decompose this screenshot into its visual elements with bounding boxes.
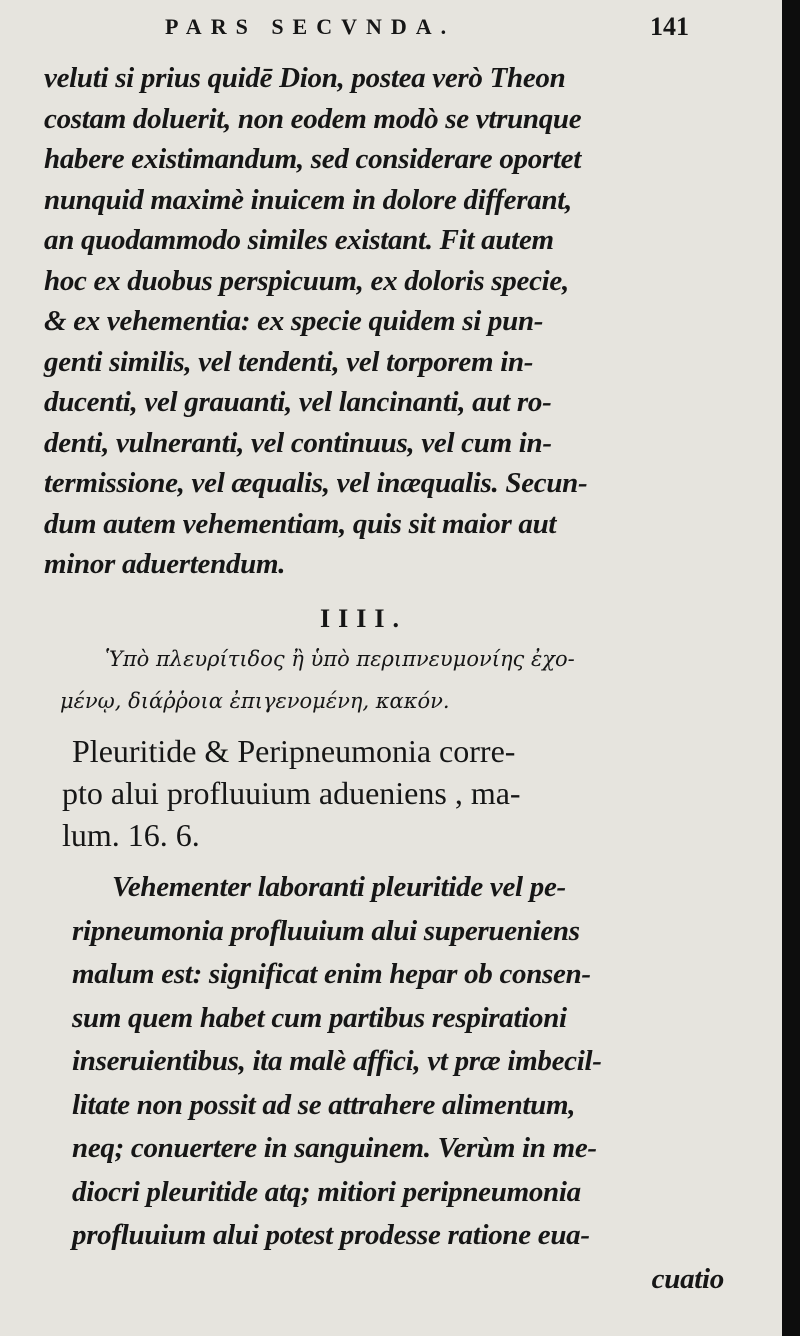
page-number: 141 xyxy=(650,12,689,41)
text-line: minor aduertendum. xyxy=(44,548,286,580)
text-line: genti similis, vel tendenti, vel torporem in- xyxy=(44,345,534,378)
text-line: dum autem vehementiam, quis sit maior aut xyxy=(44,507,557,540)
text-line: diocri pleuritide atq; mitiori peripneumonia xyxy=(72,1175,581,1208)
text-line: neq; conuertere in sanguinem. Verùm in me- xyxy=(72,1132,597,1164)
heading-line: pto alui profluuium adueniens , ma- xyxy=(62,775,521,811)
text-line: ripneumonia profluuium alui superueniens xyxy=(72,914,580,947)
heading-line: lum. 16. 6. xyxy=(62,817,200,853)
greek-line: Ὑπὸ πλευρίτιδος ἢ ὑπὸ περιπνευμονίης ἐχο- xyxy=(105,647,575,671)
text-line: costam doluerit, non eodem modò se vtrunque xyxy=(44,102,582,135)
text-line: malum est: significat enim hepar ob consen- xyxy=(72,958,591,990)
text-line: profluuium alui potest prodesse ratione eua- xyxy=(72,1219,590,1251)
text-line: termissione, vel æqualis, vel inæqualis. Secun- xyxy=(44,467,588,499)
text-line: nunquid maximè inuicem in dolore differant, xyxy=(44,183,572,216)
text-line: Vehementer laboranti pleuritide vel pe- xyxy=(112,871,566,903)
page-edge-shadow xyxy=(782,0,800,1336)
section-number: IIII. xyxy=(320,604,407,633)
greek-line: μένῳ, διάῤῥοια ἐπιγενομένη, κακόν. xyxy=(60,689,450,713)
latin-aphorism-heading xyxy=(62,730,722,856)
heading-line: Pleuritide & Peripneumonia corre- xyxy=(72,733,516,769)
text-line: ducenti, vel grauanti, vel lancinanti, aut ro- xyxy=(44,386,552,418)
text-line: hoc ex duobus perspicuum, ex doloris specie, xyxy=(44,264,569,297)
commentary-paragraph xyxy=(72,866,732,1301)
text-line: litate non possit ad se attrahere alimentum, xyxy=(72,1088,576,1121)
text-line: inseruientibus, ita malè affici, vt præ imbecil- xyxy=(72,1045,602,1077)
running-head: PARS SECVNDA. xyxy=(165,14,456,39)
text-line: an quodammodo similes existant. Fit autem xyxy=(44,224,554,256)
text-line: habere existimandum, sed considerare oportet xyxy=(44,143,581,175)
catchword: cuatio xyxy=(651,1262,724,1295)
text-line: denti, vulneranti, vel continuus, vel cum in- xyxy=(44,426,552,459)
paragraph-continuation xyxy=(44,58,716,585)
text-line: veluti si prius quidē Dion, postea verò Theon xyxy=(44,62,566,94)
text-line: & ex vehementia: ex specie quidem si pun- xyxy=(44,305,544,337)
text-line: sum quem habet cum partibus respirationi xyxy=(72,1001,567,1034)
greek-aphorism xyxy=(60,638,725,722)
